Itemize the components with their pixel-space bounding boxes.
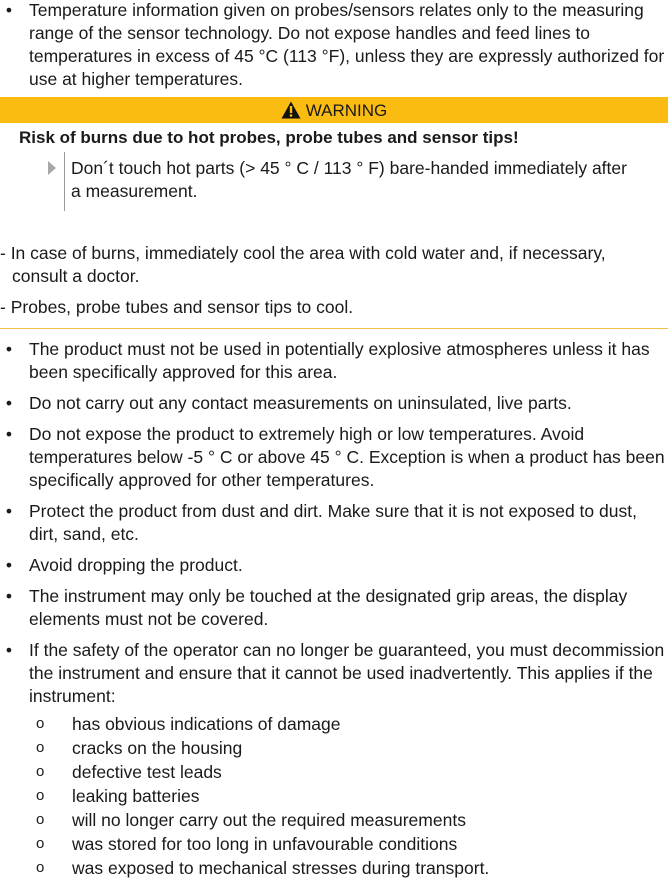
list-item — [0, 639, 668, 880]
bullet-text: Avoid dropping the product. — [29, 555, 243, 575]
section-divider — [0, 328, 668, 329]
sub-item-text: will no longer carry out the required measurements — [72, 810, 466, 830]
burns-line-1: - In case of burns, immediately cool the area with cold water and, if necessary, — [0, 243, 606, 263]
sub-marker: o — [36, 739, 45, 756]
action-divider — [64, 152, 65, 211]
bullet-text: Protect the product from dust and dirt. Make sure that it is not exposed to dust, dirt, sand, etc. — [29, 501, 637, 544]
bullet-marker: • — [5, 339, 13, 359]
sub-marker: o — [36, 763, 45, 780]
sub-item-text: leaking batteries — [72, 786, 200, 806]
bullet-marker: • — [5, 501, 13, 521]
sub-list-item — [29, 736, 668, 760]
action-arrow-icon — [48, 161, 56, 175]
warning-triangle-icon — [281, 101, 301, 119]
list-item — [0, 500, 668, 546]
safety-bullet-list — [0, 338, 668, 888]
condition-sub-list — [29, 712, 668, 880]
sub-list-item — [29, 784, 668, 808]
sub-marker: o — [36, 859, 45, 876]
sub-marker: o — [36, 787, 45, 804]
bullet-marker: • — [5, 0, 13, 20]
bullet-text: If the safety of the operator can no longer be guaranteed, you must decommission the instrument and ensure that it cannot be used inadvertently. This applies if the instrument: — [29, 640, 665, 706]
sub-item-text: was stored for too long in unfavourable conditions — [72, 834, 458, 854]
list-item — [0, 554, 668, 577]
sub-marker: o — [36, 811, 45, 828]
warning-bar — [0, 97, 668, 123]
bullet-marker: • — [5, 424, 13, 444]
list-item — [0, 338, 668, 384]
sub-list-item — [29, 712, 668, 736]
warning-headline: Risk of burns due to hot probes, probe tubes and sensor tips! — [19, 128, 519, 147]
top-bullet-list — [0, 0, 668, 99]
sub-marker: o — [36, 835, 45, 852]
list-item — [0, 392, 668, 415]
list-item — [0, 423, 668, 492]
bullet-text: Temperature information given on probes/sensors relates only to the measuring range of the sensor technology. Do not expose handles and feed lines to temperatures in excess of 45 °C (113 °F), unless they are expressly authorized for use at higher temperatures. — [29, 0, 665, 89]
sub-item-text: defective test leads — [72, 762, 222, 782]
bullet-marker: • — [5, 555, 13, 575]
burns-line-1-cont: consult a doctor. — [12, 266, 140, 286]
burns-line-2: - Probes, probe tubes and sensor tips to cool. — [0, 297, 354, 317]
sub-item-text: cracks on the housing — [72, 738, 243, 758]
sub-marker: o — [36, 715, 45, 732]
bullet-text: The instrument may only be touched at the designated grip areas, the display elements must not be covered. — [29, 586, 628, 629]
list-item — [0, 0, 668, 91]
list-item — [0, 585, 668, 631]
sub-item-text: was exposed to mechanical stresses during transport. — [72, 858, 490, 878]
bullet-text: Do not expose the product to extremely high or low temperatures. Avoid temperatures below -5 ° C or above 45 ° C. Exception is when a product has been specifically approved for other temperatures. — [29, 424, 665, 490]
sub-list-item — [29, 832, 668, 856]
bullet-marker: • — [5, 393, 13, 413]
sub-list-item — [29, 856, 668, 880]
bullet-text: The product must not be used in potentially explosive atmospheres unless it has been specifically approved for this area. — [29, 339, 650, 382]
sub-list-item — [29, 808, 668, 832]
bullet-marker: • — [5, 586, 13, 606]
action-text: Don´t touch hot parts (> 45 ° C / 113 ° F) bare-handed immediately after a measurement. — [71, 158, 627, 201]
bullet-text: Do not carry out any contact measurements on uninsulated, live parts. — [29, 393, 572, 413]
burns-instructions — [0, 242, 668, 319]
sub-list-item — [29, 760, 668, 784]
sub-item-text: has obvious indications of damage — [72, 714, 341, 734]
warning-label: WARNING — [305, 100, 388, 120]
bullet-marker: • — [5, 640, 13, 660]
